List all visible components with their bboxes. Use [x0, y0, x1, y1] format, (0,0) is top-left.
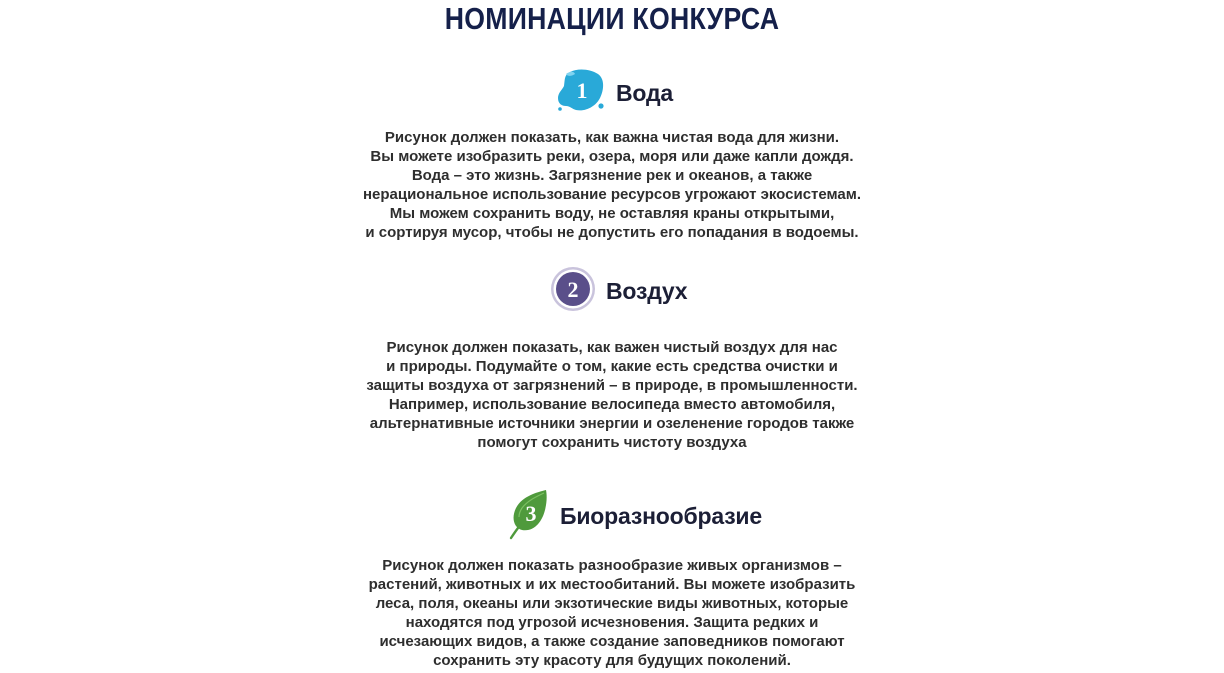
nomination-water-text [0, 128, 1224, 242]
nomination-air-title: Воздух [606, 278, 688, 304]
page-title: НОМИНАЦИИ КОНКУРСА [444, 1, 780, 36]
nomination-bio-line: растений, животных и их местообитаний. Вы можете изобразить [368, 576, 856, 593]
nomination-bio-number: 3 [525, 501, 537, 526]
nomination-air-line: альтернативные источники энергии и озеленение городов также [369, 415, 855, 432]
nomination-bio-text [0, 556, 1224, 670]
nomination-water-number: 1 [576, 78, 588, 103]
nomination-bio-line: леса, поля, океаны или экзотические виды животных, которые [375, 595, 849, 612]
nomination-bio-line: сохранить эту красоту для будущих поколений. [433, 652, 791, 669]
nomination-water-line: Вы можете изобразить реки, озера, моря или даже капли дождя. [370, 148, 854, 165]
nomination-air-line: защиты воздуха от загрязнений – в природе, в промышленности. [366, 377, 858, 394]
nomination-water-line: Мы можем сохранить воду, не оставляя краны открытыми, [389, 205, 835, 222]
nomination-air-line: Рисунок должен показать, как важен чистый воздух для нас [386, 339, 838, 356]
water-drop-icon [556, 68, 606, 119]
nomination-air-line: помогут сохранить чистоту воздуха [477, 434, 747, 451]
nomination-water-header [556, 68, 673, 119]
air-circle-icon [550, 266, 596, 317]
nomination-bio-header [508, 488, 762, 545]
nomination-water-line: Рисунок должен показать, как важна чистая вода для жизни. [384, 129, 840, 146]
nomination-air-header [550, 266, 687, 317]
nomination-air-text [0, 338, 1224, 452]
nomination-bio-title: Биоразнообразие [560, 503, 762, 529]
nomination-bio-line: исчезающих видов, а также создание заповедников помогают [379, 633, 845, 650]
nomination-air-line: Например, использование велосипеда вместо автомобиля, [388, 396, 836, 413]
nomination-water-line: и сортируя мусор, чтобы не допустить его попадания в водоемы. [365, 224, 859, 241]
nomination-water-line: Вода – это жизнь. Загрязнение рек и океанов, а также [411, 167, 813, 184]
nomination-bio-line: Рисунок должен показать разнообразие живых организмов – [382, 557, 842, 574]
nomination-water-line: нерациональное использование ресурсов угрожают экосистемам. [362, 186, 862, 203]
nomination-water-title: Вода [616, 80, 673, 106]
nomination-air-line: и природы. Подумайте о том, какие есть средства очистки и [386, 358, 838, 375]
nomination-air-number: 2 [567, 277, 579, 302]
leaf-icon [508, 488, 550, 545]
nomination-bio-line: находятся под угрозой исчезновения. Защита редких и [405, 614, 819, 631]
